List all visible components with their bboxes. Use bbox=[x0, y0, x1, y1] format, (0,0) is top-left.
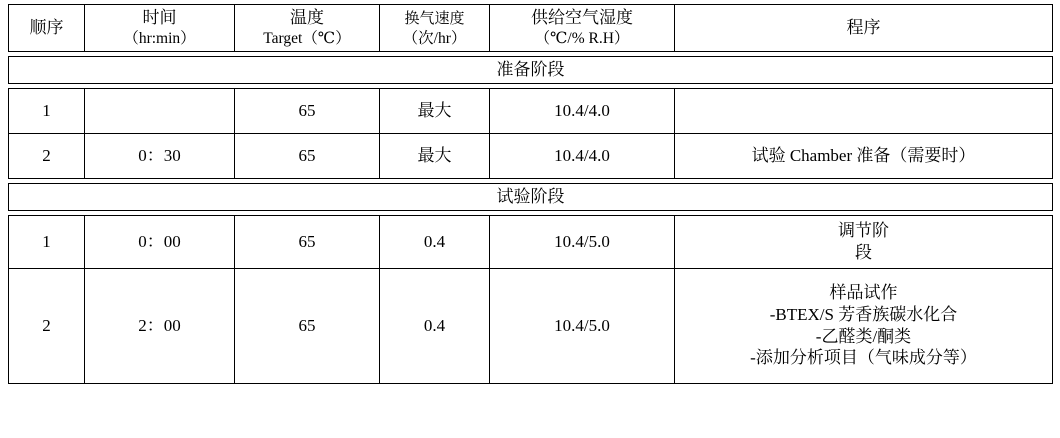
cell-humidity: 10.4/5.0 bbox=[490, 268, 675, 383]
header-humidity-line2: （℃/% R.H） bbox=[534, 29, 630, 47]
program-line: -乙醛类/酮类 bbox=[815, 326, 912, 346]
cell-air-change-rate: 0.4 bbox=[380, 268, 490, 383]
header-cell-time bbox=[85, 5, 235, 52]
cell-time: 0：00 bbox=[85, 215, 235, 268]
preparation-rows-table bbox=[8, 88, 1053, 179]
header-rate-line1: 换气速度 bbox=[404, 11, 465, 27]
cell-order: 1 bbox=[9, 215, 85, 268]
header-temp-line2: Target（℃） bbox=[263, 29, 351, 47]
header-cell-temperature bbox=[235, 5, 380, 52]
preparation-section-table bbox=[8, 56, 1053, 84]
header-cell-program bbox=[675, 5, 1053, 52]
cell-air-change-rate: 最大 bbox=[380, 133, 490, 178]
cell-air-change-rate: 0.4 bbox=[380, 215, 490, 268]
cell-temperature: 65 bbox=[235, 133, 380, 178]
cell-order: 2 bbox=[9, 133, 85, 178]
cell-time bbox=[85, 88, 235, 133]
cell-time: 2：00 bbox=[85, 268, 235, 383]
header-cell-order bbox=[9, 5, 85, 52]
table-header-row bbox=[9, 5, 1053, 52]
cell-program: 试验 Chamber 准备（需要时） bbox=[675, 133, 1053, 178]
cell-humidity: 10.4/4.0 bbox=[490, 88, 675, 133]
header-temp-line1: 温度 bbox=[290, 8, 324, 28]
cell-order: 2 bbox=[9, 268, 85, 383]
cell-humidity: 10.4/5.0 bbox=[490, 215, 675, 268]
process-table bbox=[8, 4, 1053, 52]
cell-order: 1 bbox=[9, 88, 85, 133]
cell-program bbox=[675, 88, 1053, 133]
table-row bbox=[9, 268, 1053, 383]
cell-program bbox=[675, 215, 1053, 268]
cell-time: 0：30 bbox=[85, 133, 235, 178]
program-line: 调节阶 bbox=[838, 220, 889, 240]
header-time-line1: 时间 bbox=[142, 8, 177, 28]
section-title-row-preparation bbox=[9, 57, 1053, 84]
cell-program bbox=[675, 268, 1053, 383]
header-rate-line2: （次/hr） bbox=[402, 30, 467, 48]
table-row bbox=[9, 215, 1053, 268]
cell-temperature: 65 bbox=[235, 88, 380, 133]
cell-temperature: 65 bbox=[235, 215, 380, 268]
table-row bbox=[9, 88, 1053, 133]
cell-air-change-rate: 最大 bbox=[380, 88, 490, 133]
cell-humidity: 10.4/4.0 bbox=[490, 133, 675, 178]
program-line: 样品试作 bbox=[829, 283, 898, 303]
program-line: 段 bbox=[855, 242, 872, 262]
header-humidity-line1: 供给空气湿度 bbox=[531, 8, 633, 28]
program-line: -添加分析项目（气味成分等） bbox=[750, 348, 977, 368]
table-row bbox=[9, 133, 1053, 178]
cell-temperature: 65 bbox=[235, 268, 380, 383]
section-title-preparation: 准备阶段 bbox=[9, 57, 1053, 84]
test-section-table bbox=[8, 183, 1053, 211]
header-cell-humidity bbox=[490, 5, 675, 52]
header-time-line2: （hr:min） bbox=[123, 29, 196, 47]
header-cell-air-change-rate bbox=[380, 5, 490, 52]
header-program-line1: 程序 bbox=[846, 18, 881, 38]
test-rows-table bbox=[8, 215, 1053, 384]
section-title-test: 试验阶段 bbox=[9, 183, 1053, 210]
document-page bbox=[0, 4, 1060, 438]
section-title-row-test bbox=[9, 183, 1053, 210]
header-order-line1: 顺序 bbox=[29, 18, 64, 38]
program-line: -BTEX/S 芳香族碳水化合 bbox=[769, 304, 958, 324]
